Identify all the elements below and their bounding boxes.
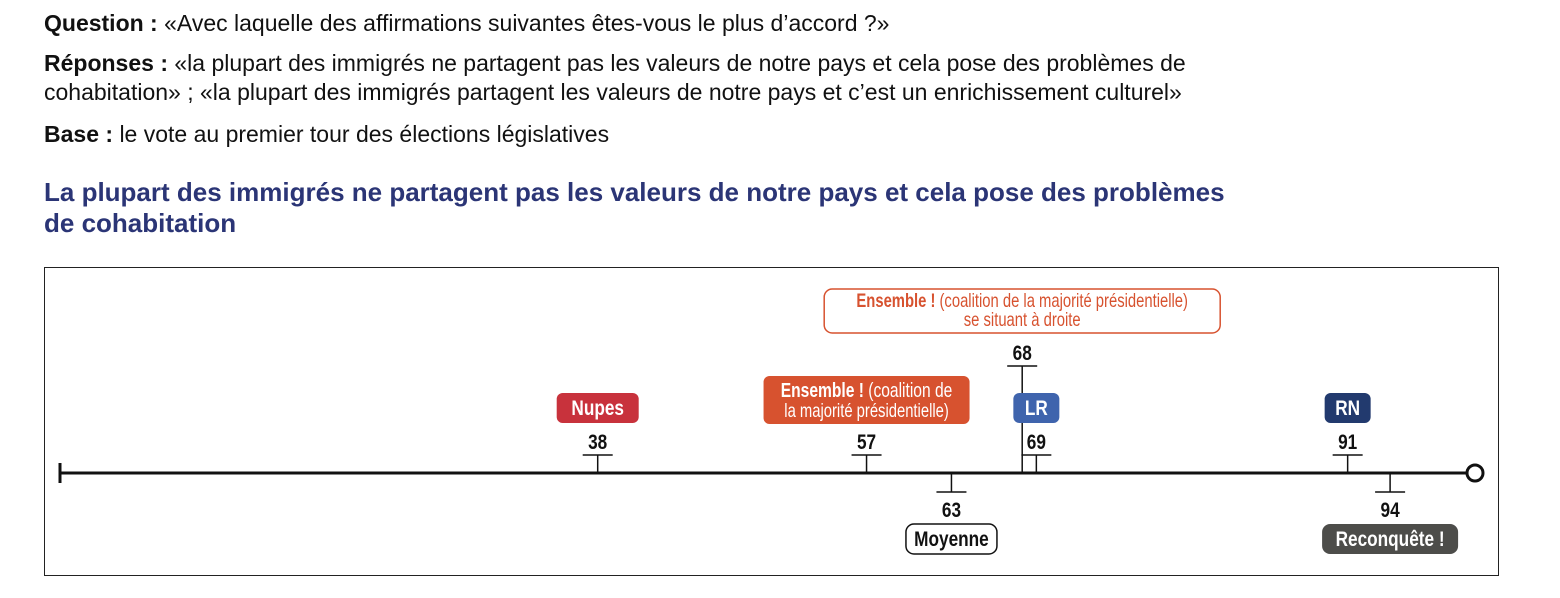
responses-text-2: cohabitation» ; «la plupart des immigrés partagent les valeurs de notre pays et c’est un enrichissement culturel» [44,79,1182,105]
point-1-value-label: 57 [856,431,877,455]
point-3-label-text: LR [1024,397,1048,421]
point-1-label-line-2: la majorité présidentielle) [784,400,949,422]
point-5-label-text: Moyenne [914,528,989,552]
point-2-label-line-1: Ensemble ! (coalition de la majorité présidentielle) [856,290,1188,312]
question-text: «Avec laquelle des affirmations suivantes êtes-vous le plus d’accord ?» [164,10,890,36]
point-1-label-line-1: Ensemble ! (coalition de [780,379,953,402]
question-label: Question : [44,10,158,36]
chart-heading-line-1: La plupart des immigrés ne partagent pas les valeurs de notre pays et cela pose des problèmes [44,177,1225,207]
point-4-value-label: 91 [1338,431,1358,455]
point-4-label-text: RN [1335,397,1361,421]
point-2-value-label: 68 [1012,342,1032,366]
responses-label: Réponses : [44,50,168,76]
responses-text-1: «la plupart des immigrés ne partagent pas les valeurs de notre pays et cela pose des problèmes de [174,50,1186,76]
point-2-label-line-2: se situant à droite [963,309,1081,331]
axis-end-circle [1467,465,1483,481]
chart-heading-line-2: de cohabitation [44,208,237,238]
point-0-value-label: 38 [588,431,608,455]
point-6-label-text: Reconquête ! [1335,528,1445,552]
point-6-value-label: 94 [1380,499,1400,523]
base-label: Base : [44,121,114,147]
point-0-label-text: Nupes [571,397,624,421]
point-5-value-label: 63 [941,499,962,523]
base-text: le vote au premier tour des élections législatives [119,121,610,147]
point-3-value-label: 69 [1026,431,1046,455]
